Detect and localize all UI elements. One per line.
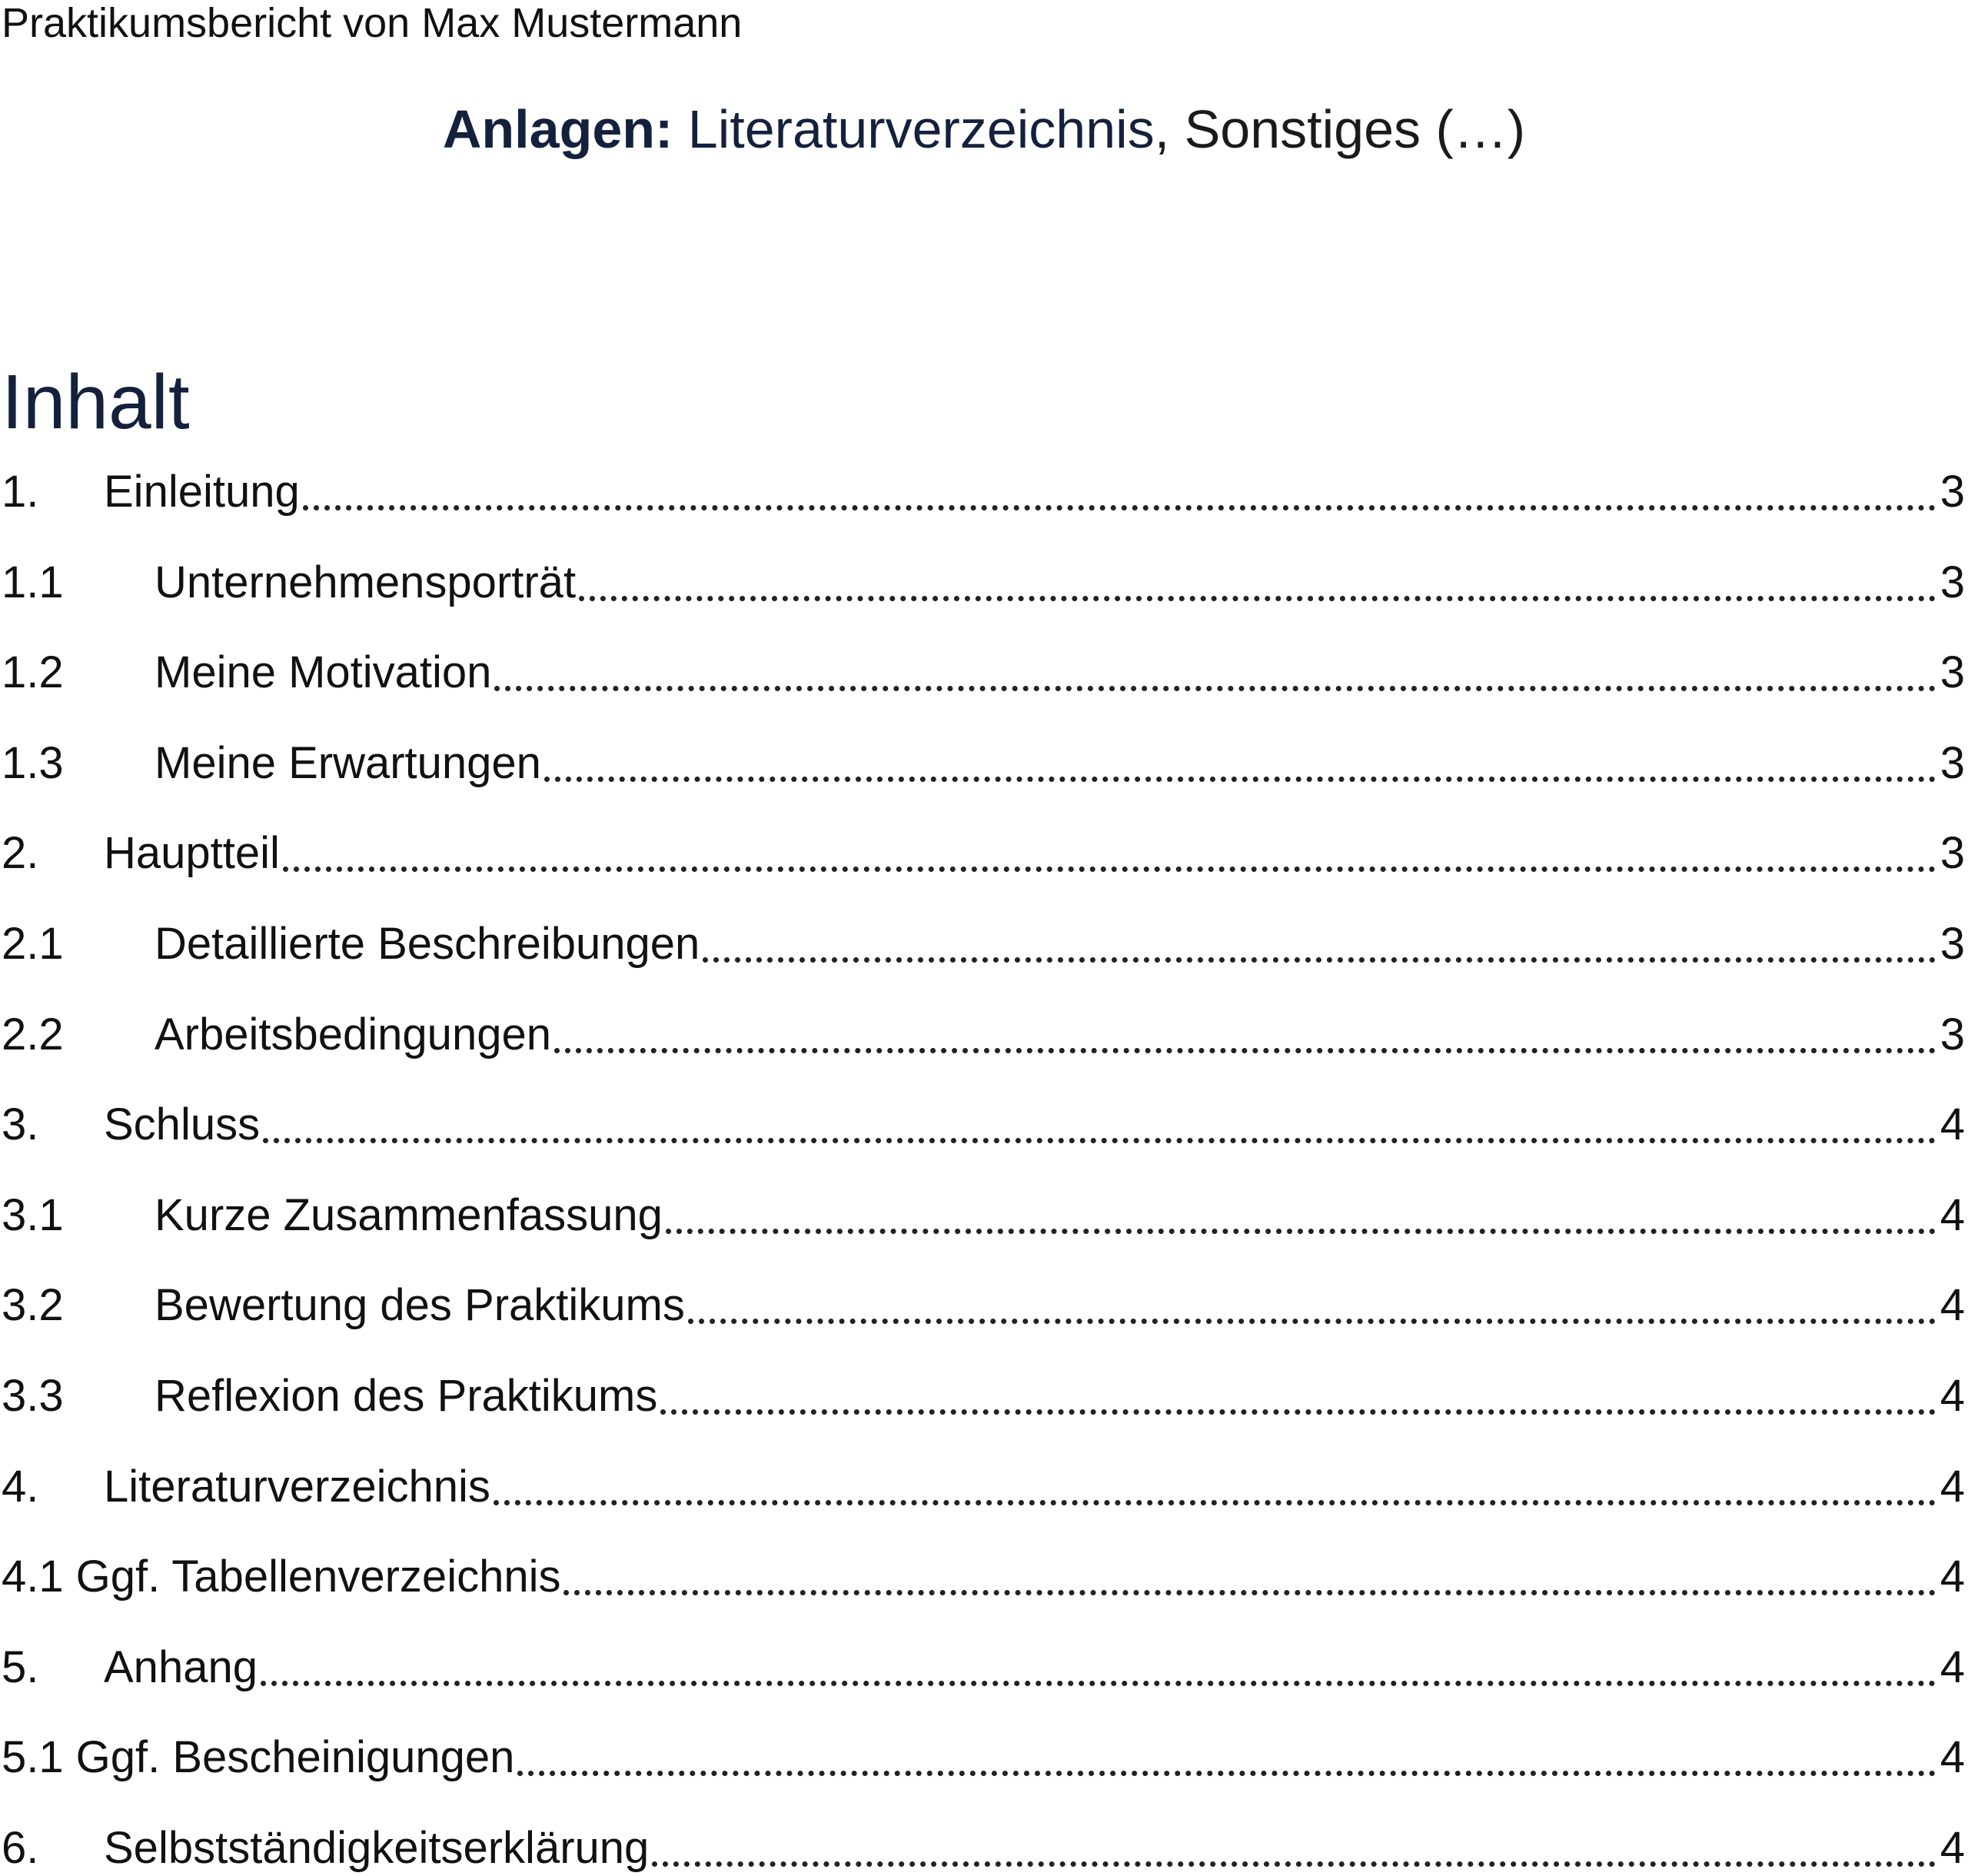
toc-entry[interactable] [2, 1730, 1965, 1785]
toc-entry-page-number: 3 [1940, 647, 1965, 697]
toc-dot-leader [544, 766, 1936, 782]
toc-entry-label: Reflexion des Praktikums [155, 1371, 658, 1421]
toc-entry-label: Hauptteil [104, 828, 280, 878]
toc-entry-page-number: 3 [1940, 919, 1965, 969]
toc-entry-label: Meine Motivation [155, 647, 492, 697]
toc-entry-number: 2. [2, 828, 39, 878]
toc-entry[interactable] [2, 736, 1965, 791]
toc-entry-label: Detaillierte Beschreibungen [155, 919, 700, 969]
toc-dot-leader [263, 1127, 1936, 1143]
toc-entry-number: 1. [2, 467, 39, 517]
toc-entry-number: 2.1 [2, 919, 64, 969]
toc-dot-leader [660, 1399, 1936, 1415]
toc-entry-label: Meine Erwartungen [155, 738, 541, 788]
toc-entry[interactable] [2, 1369, 1965, 1424]
toc-entry-number: 5. [2, 1642, 39, 1692]
toc-entry-page-number: 4 [1940, 1462, 1965, 1512]
toc-entry-label: Kurze Zusammenfassung [155, 1190, 663, 1240]
toc-entry-label: Arbeitsbedingungen [155, 1010, 551, 1059]
toc-entry-page-number: 3 [1940, 467, 1965, 517]
toc-entry[interactable] [2, 1640, 1965, 1695]
anlagen-literature-link[interactable]: Literaturverzeichnis [687, 99, 1155, 159]
toc-entry-number: 3.2 [2, 1280, 64, 1330]
toc-entry[interactable] [2, 645, 1965, 700]
toc-entry[interactable] [2, 1549, 1965, 1605]
toc-entry-number: 3.1 [2, 1190, 64, 1240]
toc-dot-leader [579, 585, 1936, 601]
toc-entry-number: 4.1 [2, 1552, 64, 1602]
toc-entry-number: 5.1 [2, 1732, 64, 1782]
toc-entry[interactable] [2, 1097, 1965, 1153]
toc-dot-leader [652, 1851, 1936, 1867]
anlagen-rest: , Sonstiges (…) [1154, 99, 1526, 159]
toc-title: Inhalt [2, 359, 190, 445]
toc-dot-leader [494, 1489, 1936, 1505]
toc-entry-page-number: 3 [1940, 828, 1965, 878]
toc-dot-leader [688, 1308, 1936, 1324]
toc-entry-number: 1.2 [2, 647, 64, 697]
toc-dot-leader [303, 494, 1936, 511]
toc-entry-label: Einleitung [104, 467, 300, 517]
toc-entry-label: Schluss [104, 1099, 261, 1149]
toc-entry[interactable] [2, 464, 1965, 520]
toc-entry-label: Selbstständigkeitserklärung [104, 1823, 650, 1873]
toc-entry[interactable] [2, 1459, 1965, 1515]
toc-entry-page-number: 4 [1940, 1280, 1965, 1330]
toc-entry-number: 3. [2, 1099, 39, 1149]
toc-dot-leader [554, 1037, 1936, 1053]
toc-entry[interactable] [2, 1188, 1965, 1243]
toc-entry-page-number: 4 [1940, 1371, 1965, 1421]
toc-entry[interactable] [2, 826, 1965, 881]
toc-entry-number: 2.2 [2, 1010, 64, 1059]
toc-dot-leader [703, 946, 1936, 963]
toc-entry-page-number: 4 [1940, 1642, 1965, 1692]
toc-entry-label: Anhang [104, 1642, 258, 1692]
anlagen-label: Anlagen: [442, 99, 673, 159]
toc-dot-leader [494, 675, 1936, 691]
toc-entry[interactable] [2, 1007, 1965, 1063]
toc-entry[interactable] [2, 555, 1965, 610]
toc-entry[interactable] [2, 1821, 1965, 1876]
toc-dot-leader [666, 1218, 1936, 1234]
toc-entry-label: Ggf. Bescheinigungen [75, 1732, 515, 1782]
toc-entry-number: 1.3 [2, 738, 64, 788]
toc-entry-page-number: 3 [1940, 557, 1965, 607]
toc-dot-leader [563, 1579, 1936, 1595]
toc-dot-leader [283, 856, 1936, 872]
document-header: Praktikumsbericht von Max Mustermann [2, 0, 743, 46]
toc-entry-number: 4. [2, 1462, 39, 1512]
toc-dot-leader [261, 1670, 1936, 1686]
toc-entry-number: 3.3 [2, 1371, 64, 1421]
toc-entry-label: Bewertung des Praktikums [155, 1280, 685, 1330]
toc-entry-page-number: 3 [1940, 1010, 1965, 1059]
toc-entry-label: Unternehmensporträt [155, 557, 577, 607]
toc-entry-page-number: 4 [1940, 1823, 1965, 1873]
toc-entry-page-number: 3 [1940, 738, 1965, 788]
toc-dot-leader [517, 1760, 1936, 1776]
toc-entry[interactable] [2, 1278, 1965, 1333]
toc-entry[interactable] [2, 916, 1965, 972]
toc-entry-label: Ggf. Tabellenverzeichnis [75, 1552, 561, 1602]
toc-entry-page-number: 4 [1940, 1099, 1965, 1149]
toc-entry-number: 1.1 [2, 557, 64, 607]
toc-entry-page-number: 4 [1940, 1552, 1965, 1602]
toc-entry-label: Literaturverzeichnis [104, 1462, 490, 1512]
anlagen-line [0, 98, 1968, 160]
toc-entry-page-number: 4 [1940, 1732, 1965, 1782]
toc-entry-page-number: 4 [1940, 1190, 1965, 1240]
toc-entry-number: 6. [2, 1823, 39, 1873]
